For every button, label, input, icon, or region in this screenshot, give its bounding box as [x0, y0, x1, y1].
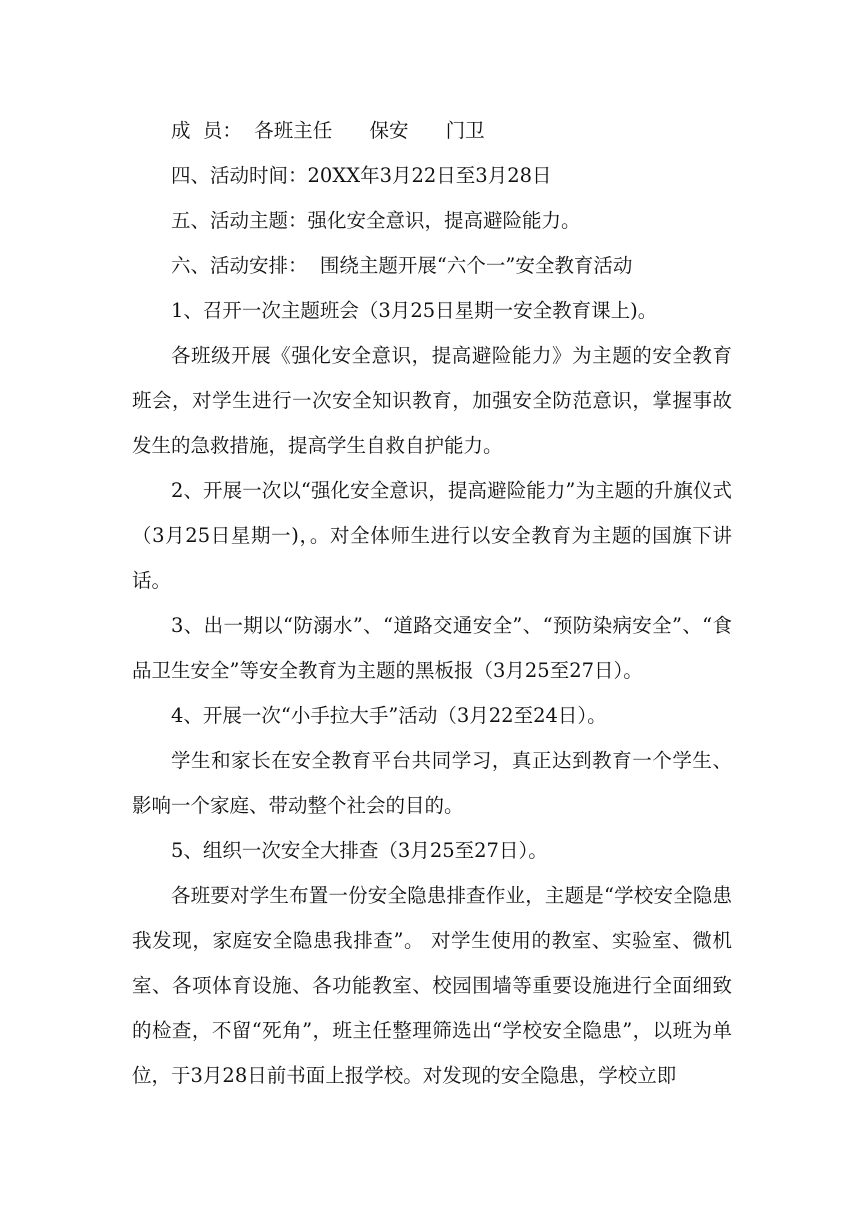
item-3-paragraph: 3、出一期以“防溺水”、“道路交通安全”、“预防染病安全”、“食品卫生安全”等安全教育为主题的黑板报（3月25至27日）。: [132, 614, 732, 682]
activity-time: 四、活动时间：20XX年3月22日至3月28日: [171, 164, 552, 187]
item-2-paragraph: 2、开展一次以“强化安全意识，提高避险能力”为主题的升旗仪式（3月25日星期一)，。对全体师生进行以安全教育为主题的国旗下讲话。: [132, 479, 732, 592]
activity-arrangement: 六、活动安排： 围绕主题开展“六个一”安全教育活动: [171, 254, 633, 277]
item-4-heading: 4、开展一次“小手拉大手”活动（3月22至24日）。: [171, 704, 607, 727]
members-line: 成 员： 各班主任 保安 门卫: [171, 119, 485, 142]
item-1-body: 各班级开展《强化安全意识，提高避险能力》为主题的安全教育班会，对学生进行一次安全知识教育，加强安全防范意识，掌握事故发生的急救措施，提高学生自救自护能力。: [132, 344, 732, 457]
item-1-heading: 1、召开一次主题班会（3月25日星期一安全教育课上)。: [171, 299, 658, 322]
item-5-heading: 5、组织一次安全大排查（3月25至27日）。: [171, 839, 548, 862]
document-body: [132, 108, 732, 1098]
item-5-body: 各班要对学生布置一份安全隐患排查作业，主题是“学校安全隐患我发现，家庭安全隐患我排查”。 对学生使用的教室、实验室、微机室、各项体育设施、各功能教室、校园围墙等重要设施进行全面细致的检查，不留“死角”，班主任整理筛选出“学校安全隐患”，以班为单位，于3月28日前书面上报学校。对发现的安全隐患，学校立即: [132, 884, 732, 1087]
activity-theme: 五、活动主题：强化安全意识，提高避险能力。: [171, 209, 581, 232]
item-4-body: 学生和家长在安全教育平台共同学习，真正达到教育一个学生、影响一个家庭、带动整个社会的目的。: [132, 749, 732, 817]
